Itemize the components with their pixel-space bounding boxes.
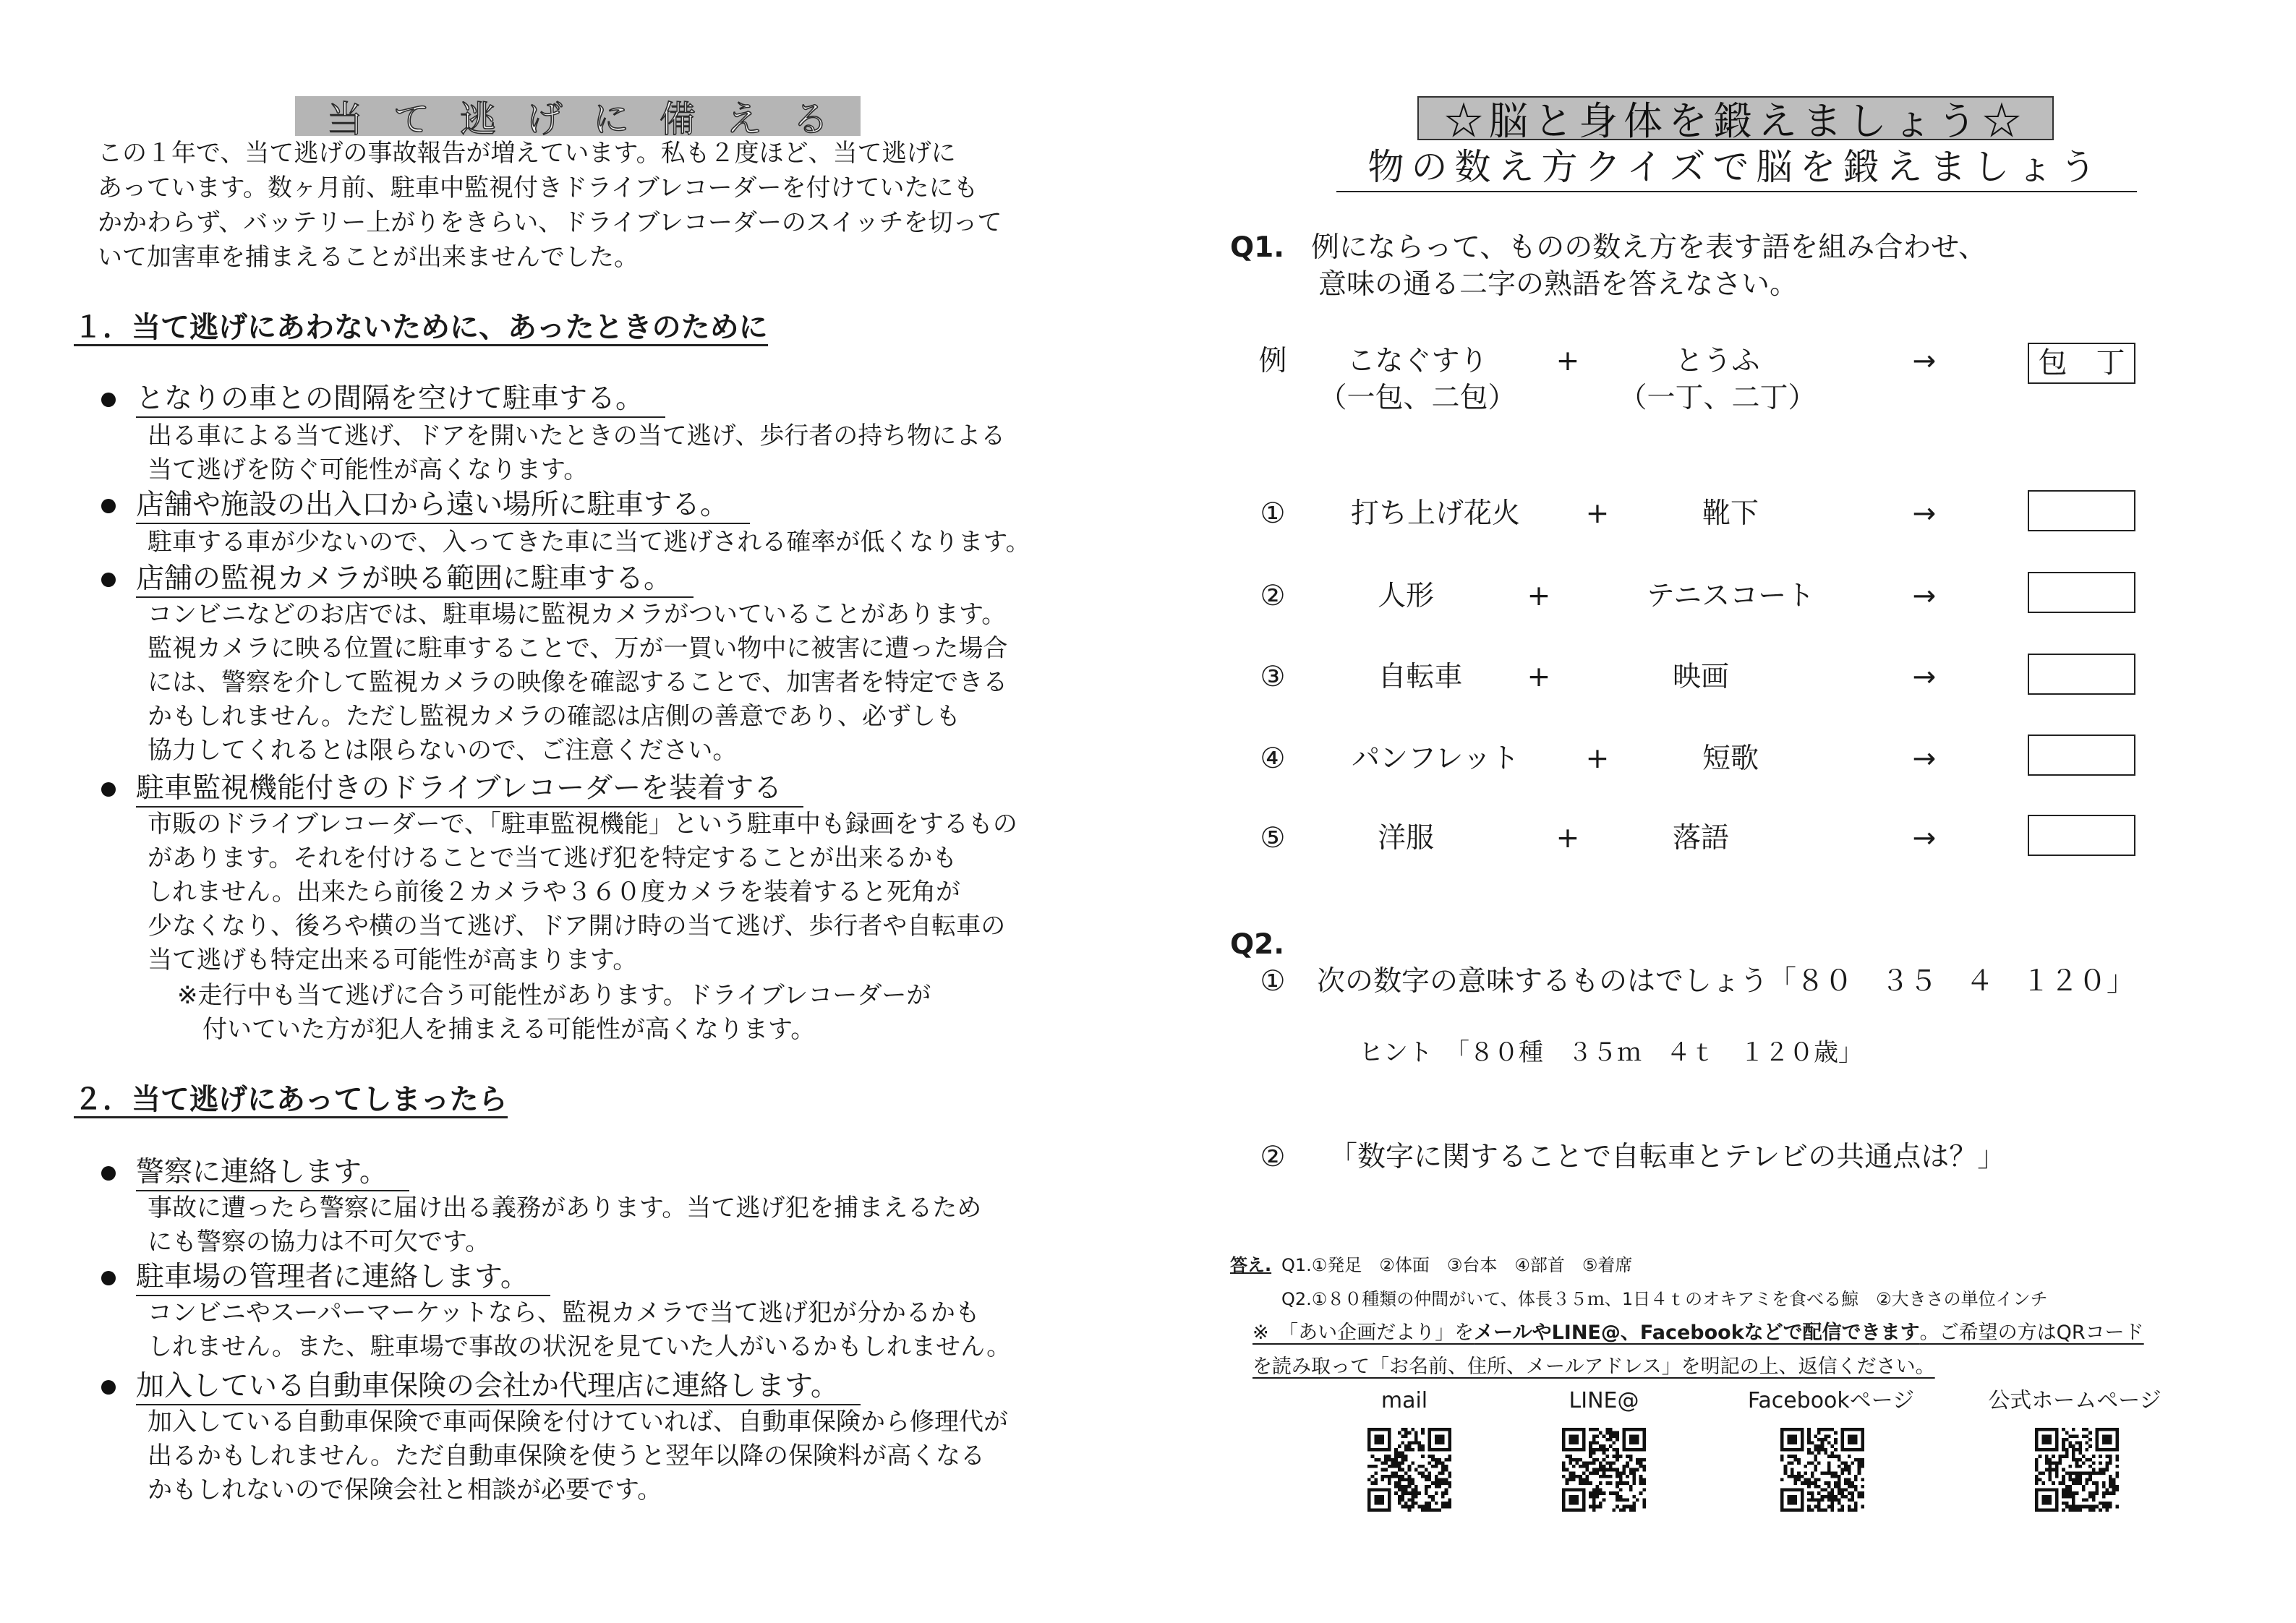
bullet-heading: 加入している自動車保険の会社か代理店に連絡します。 (136, 1369, 861, 1405)
example-label: 例 (1258, 345, 1287, 377)
body-line: 協力してくれるとは限らないので、ご注意ください。 (148, 736, 738, 765)
body-line: しれません。出来たら前後２カメラや３６０度カメラを装着すると死角が (148, 878, 961, 907)
q2-question: 次の数字の意味するものはでしょう「８０ ３５ ４ １２０」 (1317, 965, 2135, 998)
bullet-icon (101, 393, 116, 407)
body-line: があります。それを付けることで当て逃げ犯を特定することが出来るかも (148, 844, 957, 873)
q2-question: 「数字に関することで自転車とテレビの共通点は？」 (1329, 1141, 2006, 1173)
row-number: ① (1260, 497, 1286, 530)
intro-line: この１年で、当て逃げの事故報告が増えています。私も２度ほど、当て逃げに (98, 139, 956, 168)
body-line: 当て逃げを防ぐ可能性が高くなります。 (148, 455, 589, 484)
bullet-icon (101, 1271, 116, 1285)
line-qr-code-icon (1562, 1428, 1646, 1512)
bullet-icon (101, 782, 116, 797)
q2-label: Q2. (1230, 928, 1285, 961)
body-line: コンビニやスーパーマーケットなら、監視カメラで当て逃げ犯が分かるかも (148, 1298, 980, 1327)
mail-label: mail (1380, 1388, 1428, 1413)
bullet-icon (101, 499, 116, 513)
notice-text: ※ 「あい企画だより」を (1252, 1322, 1475, 1344)
body-line: 出るかもしれません。ただ自動車保険を使うと翌年以降の保険料が高くなる (148, 1442, 986, 1470)
arrow-icon: → (1912, 822, 1937, 855)
bullet-icon (101, 1380, 116, 1395)
body-line: かもしれないので保険会社と相談が必要です。 (148, 1476, 662, 1504)
bullet-icon (101, 1166, 116, 1181)
note-line: 付いていた方が犯人を捕まえる可能性が高くなります。 (202, 1015, 816, 1044)
row-word1: 自転車 (1378, 661, 1463, 693)
arrow-icon: → (1912, 345, 1937, 377)
plus-sign: + (1527, 580, 1551, 612)
answer-box (2028, 654, 2135, 695)
bullet-heading: となりの車との間隔を空けて駐車する。 (136, 382, 665, 418)
plus-sign: + (1555, 822, 1580, 855)
section2-heading: ２．当て逃げにあってしまったら (74, 1083, 508, 1118)
article-title-text: 当て逃げに備える (327, 98, 859, 140)
bullet-body (148, 598, 1007, 768)
subtitle-underline (1336, 191, 2137, 192)
facebook-qr-code-icon (1780, 1428, 1864, 1512)
row-word2: テニスコート (1646, 580, 1815, 612)
bullet-body (148, 526, 1030, 560)
facebook-label: Facebookページ (1747, 1388, 1915, 1413)
line-label: LINE@ (1569, 1388, 1639, 1413)
bullet-heading: 警察に連絡します。 (136, 1155, 409, 1191)
bullet-heading: 駐車場の管理者に連絡します。 (136, 1260, 550, 1296)
plus-sign: + (1555, 345, 1580, 377)
notice-emphasis: メールやLINE@、Facebookなどで配信できます (1474, 1322, 1920, 1344)
homepage-label: 公式ホームページ (1988, 1388, 2161, 1413)
bullet-heading: 店舗の監視カメラが映る範囲に駐車する。 (136, 562, 694, 598)
body-line: 市販のドライブレコーダーで、「駐車監視機能」という駐車中も録画をするもの (148, 810, 1017, 839)
q2-number: ① (1260, 965, 1286, 998)
q2-hint: ヒント 「８０種 ３５ｍ ４ｔ １２０歳」 (1359, 1038, 1863, 1067)
answer-box (2028, 490, 2135, 531)
body-line: しれません。また、駐車場で事故の状況を見ていた人がいるかもしれません。 (148, 1332, 1012, 1361)
body-line: 加入している自動車保険で車両保険を付けていれば、自動車保険から修理代が (148, 1408, 1008, 1436)
example-word1: こなぐすり (1347, 345, 1488, 377)
q1-label: Q1. (1230, 231, 1285, 264)
bullet-body (148, 808, 1017, 977)
notice-line (1252, 1321, 2144, 1345)
arrow-icon: → (1912, 742, 1937, 775)
answers-q2: Q2.①８０種類の仲間がいて、体長３５ｍ、1日４ｔのオキアミを食べる鯨 ②大きさの単位インチ (1281, 1289, 2048, 1309)
body-line: 出る車による当て逃げ、ドアを開いたときの当て逃げ、歩行者の持ち物による (148, 421, 1006, 450)
notice-line: を読み取って「お名前、住所、メールアドレス」を明記の上、返信ください。 (1252, 1356, 1935, 1378)
row-number: ④ (1260, 742, 1286, 775)
answers-q1: Q1.①発足 ②体面 ③台本 ④部首 ⑤着席 (1281, 1255, 1633, 1275)
example-word2: とうふ (1675, 345, 1760, 377)
row-number: ⑤ (1260, 822, 1286, 855)
body-line: には、警察を介して監視カメラの映像を確認することで、加害者を特定できる (148, 668, 1008, 697)
plus-sign: + (1527, 661, 1551, 693)
notice-text: 。ご希望の方はQRコード (1919, 1322, 2144, 1344)
intro-line: いて加害車を捕まえることが出来ませんでした。 (98, 243, 639, 272)
body-line: コンビニなどのお店では、駐車場に監視カメラがついていることがあります。 (148, 600, 1007, 629)
arrow-icon: → (1912, 580, 1937, 612)
quiz-subtitle: 物の数え方クイズで脳を鍛えましょう (1367, 146, 2104, 188)
body-line: 少なくなり、後ろや横の当て逃げ、ドア開け時の当て逃げ、歩行者や自転車の (148, 912, 1006, 941)
section1-heading: １．当て逃げにあわないために、あったときのために (74, 311, 768, 346)
article-title (295, 96, 861, 140)
bullet-body (148, 1191, 981, 1259)
bullet-body (148, 1405, 1008, 1507)
row-number: ③ (1260, 661, 1286, 693)
bullet-heading: 店舗や施設の出入口から遠い場所に駐車する。 (136, 488, 750, 524)
answer-box (2028, 572, 2135, 613)
body-line: 監視カメラに映る位置に駐車することで、万が一買い物中に被害に遭った場合 (148, 634, 1008, 663)
intro-line: かかわらず、バッテリー上がりをきらい、ドライブレコーダーのスイッチを切って (98, 208, 1002, 237)
row-word2: 靴下 (1702, 497, 1759, 530)
example-answer-box: 包 丁 (2028, 343, 2135, 384)
row-word2: 短歌 (1702, 742, 1759, 775)
bullet-icon (101, 573, 116, 587)
plus-sign: + (1585, 497, 1610, 530)
q1-instruction: 意味の通る二字の熟語を答えなさい。 (1318, 268, 1798, 301)
body-line: 駐車する車が少ないので、入ってきた車に当て逃げされる確率が低くなります。 (148, 528, 1030, 557)
plus-sign: + (1585, 742, 1610, 775)
row-word2: 映画 (1672, 661, 1730, 693)
intro-line: あっています。数ヶ月前、駐車中監視付きドライブレコーダーを付けていたにも (98, 174, 978, 202)
example-counter2: （一丁、二丁） (1618, 382, 1817, 414)
body-line: かもしれません。ただし監視カメラの確認は店側の善意であり、必ずしも (148, 702, 961, 731)
row-word1: パンフレット (1351, 742, 1520, 775)
intro-paragraph (98, 136, 1002, 275)
note-line: ※走行中も当て逃げに合う可能性があります。ドライブレコーダーが (177, 981, 931, 1010)
mail-qr-code-icon (1367, 1428, 1451, 1512)
bullet-body (148, 419, 1005, 487)
row-word1: 人形 (1377, 580, 1435, 612)
example-counter1: （一包、二包） (1318, 382, 1516, 414)
answers-label: 答え. (1230, 1255, 1272, 1275)
arrow-icon: → (1912, 661, 1937, 693)
q2-number: ② (1260, 1141, 1286, 1173)
bullet-heading: 駐車監視機能付きのドライブレコーダーを装着する (136, 771, 803, 808)
row-word1: 洋服 (1377, 822, 1435, 855)
row-word1: 打ち上げ花火 (1350, 497, 1521, 530)
row-number: ② (1260, 580, 1286, 612)
arrow-icon: → (1912, 497, 1937, 530)
bullet-body (148, 1296, 1011, 1364)
body-line: にも警察の協力は不可欠です。 (148, 1228, 490, 1256)
answer-box (2028, 815, 2135, 856)
quiz-title-text: ☆脳と身体を鍛えましょう☆ (1444, 98, 2027, 144)
q1-instruction: 例にならって、ものの数え方を表す語を組み合わせ、 (1311, 231, 1987, 264)
body-line: 当て逃げも特定出来る可能性が高まります。 (148, 946, 638, 975)
homepage-qr-code-icon (2035, 1428, 2119, 1512)
body-line: 事故に遭ったら警察に届け出る義務があります。当て逃げ犯を捕まえるため (148, 1194, 982, 1222)
row-word2: 落語 (1672, 822, 1730, 855)
quiz-title (1417, 96, 2054, 144)
answer-box (2028, 735, 2135, 776)
